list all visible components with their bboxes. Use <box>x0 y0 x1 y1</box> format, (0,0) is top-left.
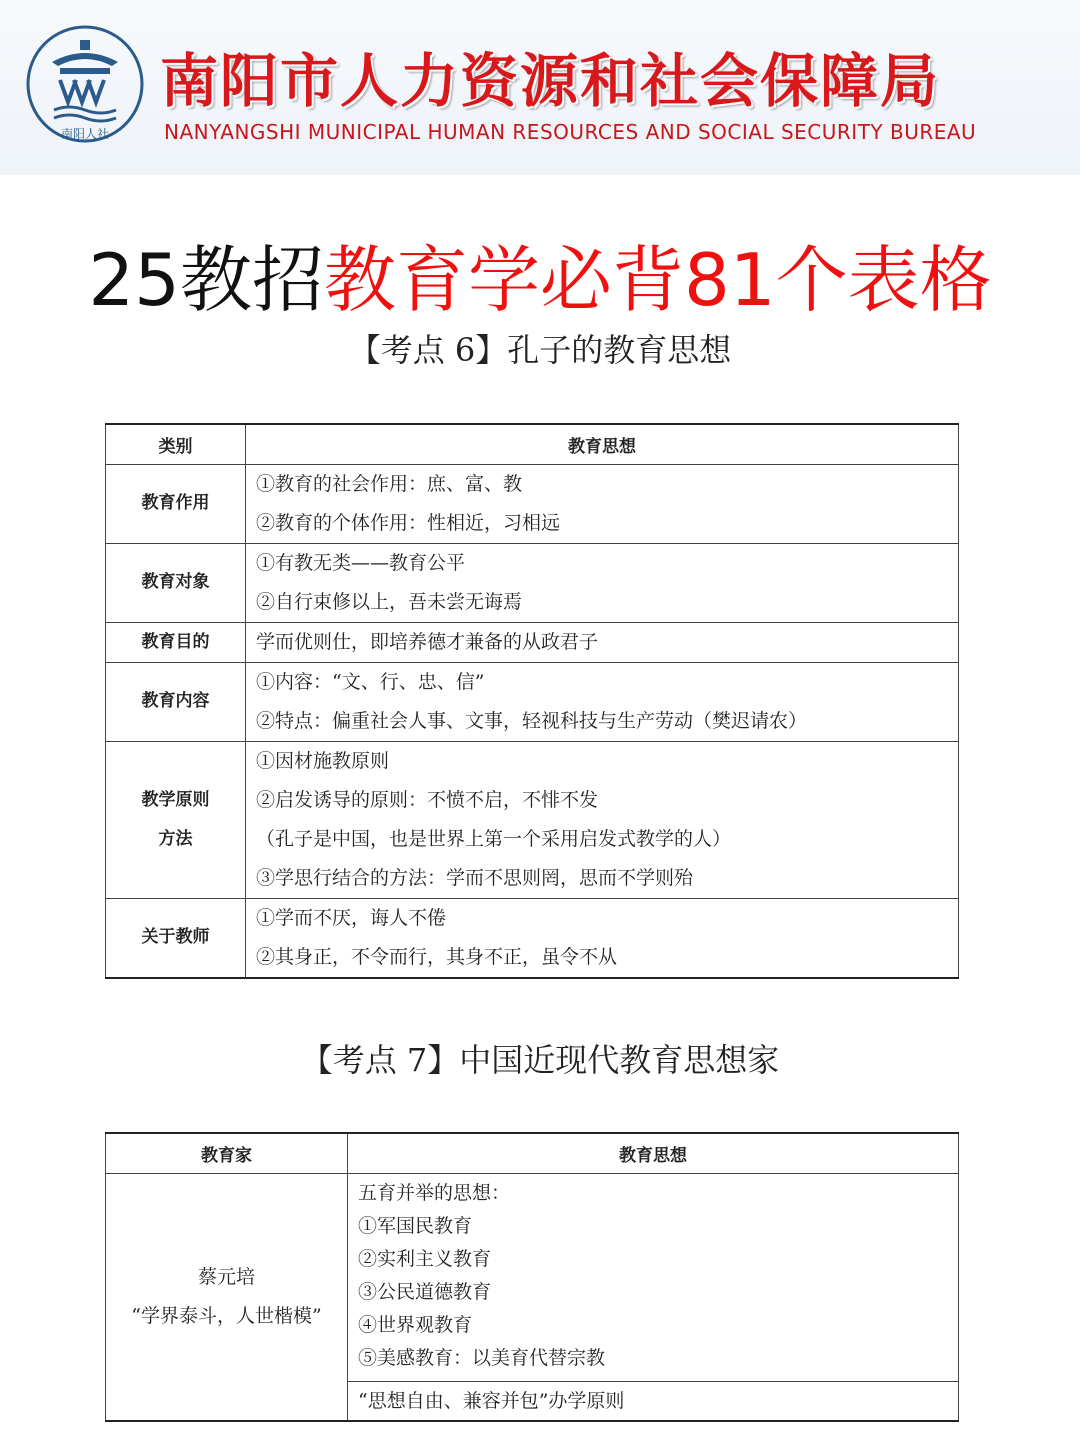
title-part-black: 25教招 <box>88 238 324 322</box>
thought-cell <box>348 1173 959 1381</box>
category-label: 方法 <box>158 828 193 849</box>
category-label: 关于教师 <box>141 927 210 947</box>
thought-line: ②实利主义教育 <box>358 1247 492 1270</box>
thought-line: ②教育的个体作用：性相近，习相远 <box>256 511 561 534</box>
thought-cell <box>246 464 959 543</box>
table-row <box>106 741 959 898</box>
category-cell <box>106 464 246 543</box>
category-label: 教育作用 <box>141 493 210 513</box>
category-cell <box>106 622 246 662</box>
thought-line: “思想自由、兼容并包”办学原则 <box>358 1389 625 1412</box>
category-label: 教学原则 <box>141 789 210 810</box>
table-row <box>106 662 959 741</box>
thought-line: 学而优则仕，即培养德才兼备的从政君子 <box>256 630 599 653</box>
bureau-logo-icon <box>24 22 146 152</box>
category-cell <box>106 898 246 978</box>
thought-line: ①教育的社会作用：庶、富、教 <box>256 472 523 495</box>
page-title <box>0 222 1080 326</box>
thought-line: ①因材施教原则 <box>256 749 390 772</box>
header-educator: 教育家 <box>106 1133 348 1173</box>
table-row <box>106 464 959 543</box>
header-thought: 教育思想 <box>246 424 959 464</box>
category-cell <box>106 662 246 741</box>
org-name-en: NANYANGSHI MUNICIPAL HUMAN RESOURCES AND SOCIAL SECURITY BUREAU <box>164 120 977 144</box>
thought-line: ①学而不厌，诲人不倦 <box>256 906 447 929</box>
thought-cell <box>348 1381 959 1421</box>
educator-epithet: “学界泰斗，人世楷模” <box>131 1304 322 1327</box>
educator-cell <box>106 1173 348 1421</box>
header-category: 类别 <box>106 424 246 464</box>
thought-line: ④世界观教育 <box>358 1313 473 1336</box>
confucius-table <box>105 423 959 979</box>
modern-educators-table <box>105 1132 959 1422</box>
table-row <box>106 622 959 662</box>
org-name-cn: 南阳市人力资源和社会保障局 <box>160 47 941 115</box>
thought-cell <box>246 898 959 978</box>
thought-cell <box>246 622 959 662</box>
thought-line: ①有教无类——教育公平 <box>256 551 466 574</box>
table-row <box>106 898 959 978</box>
thought-line: ③公民道德教育 <box>358 1280 492 1303</box>
header-banner <box>0 0 1080 175</box>
header-thought: 教育思想 <box>348 1133 959 1173</box>
category-label: 教育内容 <box>141 691 210 711</box>
thought-line: （孔子是中国，也是世界上第一个采用启发式教学的人） <box>256 827 732 850</box>
section7-title: 【考点 7】中国近现代教育思想家 <box>300 1041 780 1079</box>
table-header-row <box>106 424 959 464</box>
thought-line: ①军国民教育 <box>358 1214 473 1237</box>
logo-text: 南阳人社 <box>60 127 110 141</box>
table-header-row <box>106 1133 959 1173</box>
category-cell <box>106 741 246 898</box>
thought-line: ①内容：“文、行、忠、信” <box>256 670 485 693</box>
section6-title: 【考点 6】孔子的教育思想 <box>348 331 732 369</box>
thought-line: ⑤美感教育：以美育代替宗教 <box>358 1346 606 1369</box>
table-row <box>106 543 959 622</box>
thought-line: ③学思行结合的方法：学而不思则罔，思而不学则殆 <box>256 866 694 889</box>
thought-cell <box>246 543 959 622</box>
thought-cell <box>246 741 959 898</box>
category-label: 教育目的 <box>141 631 210 652</box>
thought-line: 五育并举的思想： <box>358 1181 511 1204</box>
thought-line: ②启发诱导的原则：不愤不启，不悱不发 <box>256 788 599 811</box>
table-row <box>106 1173 959 1381</box>
thought-cell <box>246 662 959 741</box>
thought-line: ②特点：偏重社会人事、文事，轻视科技与生产劳动（樊迟请农） <box>256 709 808 732</box>
category-label: 教育对象 <box>141 572 210 592</box>
title-part-red: 教育学必背81个表格 <box>324 238 992 322</box>
thought-line: ②其身正，不令而行，其身不正，虽令不从 <box>256 945 618 968</box>
category-cell <box>106 543 246 622</box>
educator-name: 蔡元培 <box>197 1265 255 1288</box>
thought-line: ②自行束修以上，吾未尝无诲焉 <box>256 590 523 613</box>
